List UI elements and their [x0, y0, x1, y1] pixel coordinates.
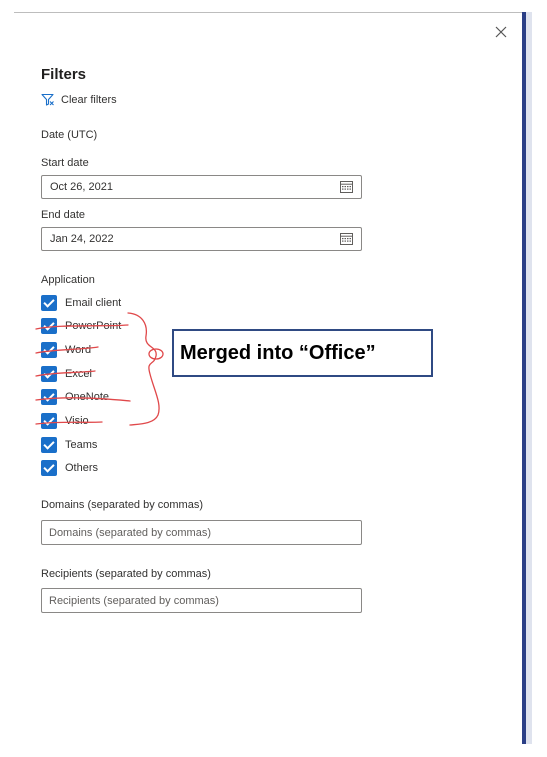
recipients-label: Recipients (separated by commas)	[41, 568, 211, 580]
checkbox-excel[interactable]	[41, 366, 92, 382]
end-date-picker[interactable]	[41, 227, 362, 251]
checkbox-label: OneNote	[65, 391, 110, 403]
checkbox-checked[interactable]	[41, 389, 57, 405]
start-date-value: Oct 26, 2021	[50, 181, 113, 193]
checkbox-visio[interactable]	[41, 413, 89, 429]
checkbox-checked[interactable]	[41, 413, 57, 429]
calendar-icon[interactable]	[340, 233, 353, 245]
clear-filter-icon	[41, 93, 55, 106]
panel-title: Filters	[41, 66, 87, 83]
checkbox-checked[interactable]	[41, 366, 57, 382]
domains-label: Domains (separated by commas)	[41, 499, 204, 511]
close-button[interactable]	[492, 24, 510, 42]
start-date-picker[interactable]	[41, 175, 362, 199]
checkbox-word[interactable]	[41, 342, 91, 358]
checkbox-label: Visio	[65, 415, 89, 427]
bracket-loop	[149, 349, 163, 359]
checkbox-checked[interactable]	[41, 437, 57, 453]
checkbox-onenote[interactable]	[41, 389, 109, 405]
checkbox-checked[interactable]	[41, 295, 57, 311]
callout-text: Merged into “Office”	[180, 341, 376, 364]
close-icon	[495, 26, 507, 38]
checkbox-others[interactable]	[41, 460, 98, 476]
domains-input[interactable]	[41, 520, 362, 545]
clear-filters-label: Clear filters	[61, 93, 117, 106]
checkbox-checked[interactable]	[41, 460, 57, 476]
checkbox-powerpoint[interactable]	[41, 318, 121, 334]
checkbox-checked[interactable]	[41, 318, 57, 334]
bracket-stroke	[128, 313, 159, 425]
calendar-icon[interactable]	[340, 181, 353, 193]
checkbox-label: Excel	[65, 368, 92, 380]
panel-edge-shadow	[526, 12, 532, 744]
application-heading: Application	[41, 274, 95, 286]
date-section-heading: Date (UTC)	[41, 129, 98, 141]
checkbox-label: PowerPoint	[65, 320, 122, 332]
checkbox-checked[interactable]	[41, 342, 57, 358]
merged-callout-box	[172, 329, 433, 377]
panel-top-divider	[14, 12, 522, 13]
start-date-label: Start date	[41, 157, 89, 169]
checkbox-label: Word	[65, 344, 92, 356]
end-date-value: Jan 24, 2022	[50, 233, 114, 245]
checkbox-teams[interactable]	[41, 437, 97, 453]
checkbox-label: Email client	[65, 297, 122, 309]
checkbox-email-client[interactable]	[41, 295, 121, 311]
clear-filters-button[interactable]	[41, 93, 117, 106]
checkbox-label: Teams	[65, 439, 98, 451]
checkbox-label: Others	[65, 462, 99, 474]
recipients-input[interactable]	[41, 588, 362, 613]
end-date-label: End date	[41, 209, 86, 221]
